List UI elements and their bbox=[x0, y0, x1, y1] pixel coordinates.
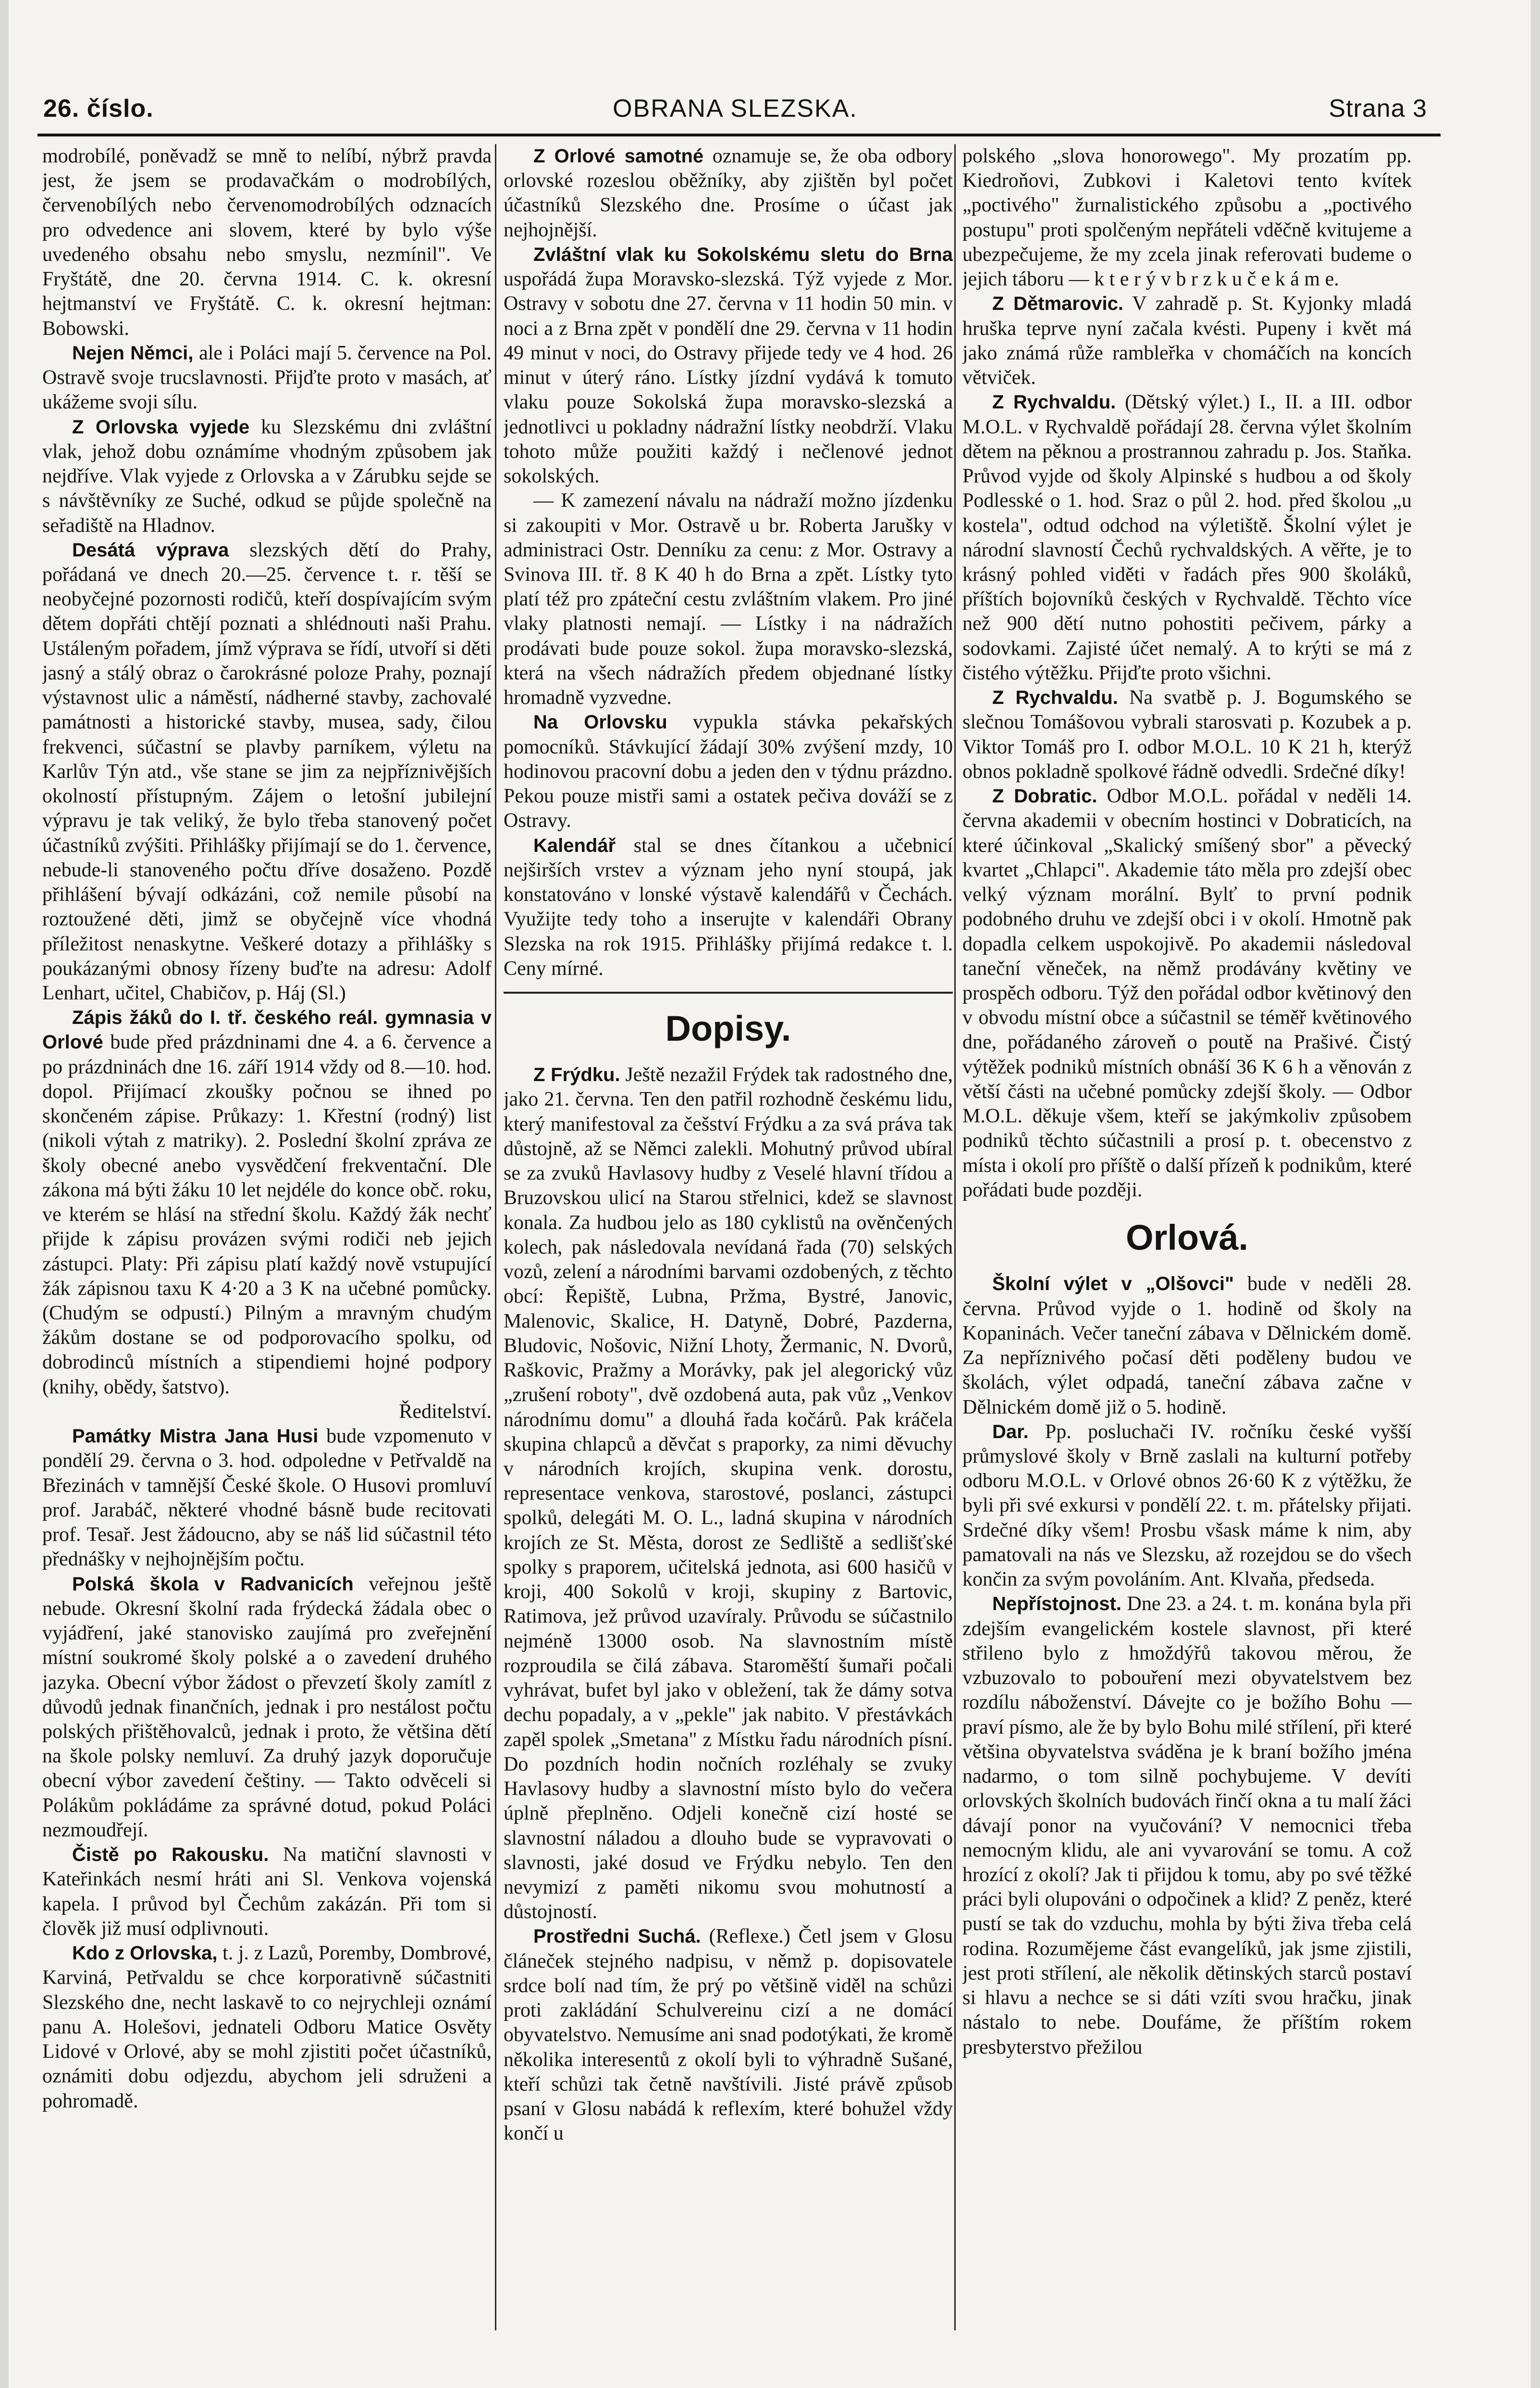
article-text: t. j. z Lazů, Poremby, Dombrové, Karviná, Petřvaldu se chce korporativně súčastniti Slezského dne, necht laskavě to co nejrychleji oznámí panu A. Holešovi, jednateli Odboru Matice Osvěty Lidové v Orlové, aby se mohl zjistiti počet účastníků, oznámiti dobu odjezdu, abychom jeli sdruženi a pohromadě. bbox=[42, 1942, 492, 2112]
article-lead: Desátá výprava bbox=[72, 539, 229, 561]
article-lead: Školní výlet v „Olšovci" bbox=[992, 1273, 1234, 1295]
article-lead: Nejen Němci, bbox=[72, 342, 194, 364]
article-paragraph bbox=[42, 1424, 492, 1572]
article-text: ku Slezskému dni zvláštní vlak, jehož dobu oznámíme vhodným způsobem jak nejdříve. Vlak vyjede z Orlovska a v Zárubku sejde se s návštěvníky ze Suché, odkud se půjde společně na seřadiště na Hladnov. bbox=[42, 416, 492, 537]
article-text: (Reflexe.) Četl jsem v Glosu článeček stejného nadpisu, v němž p. dopisovatele srdce bolí nad tím, že prý po většině viděl na schůzi proti zakládání Schulvereinu cizí a ne domácí obyvatelstvo. Nemusíme ani snad podotýkati, že kromě několika interesentů z okolí byli to výhradně Sušané, kteří schůzi tak četně navštívili. Jisté právě způsob psaní v Glosu nabádá k reflexím, které bohužel vždy končí u bbox=[504, 1925, 953, 2145]
article-text: stal se dnes čítankou a učebnicí nejširších vrstev a význam jeho nyní stoupá, jak konstatováno v lonské výstavě kalendářů v Čechách. Využijte tedy toho a inserujte v kalendáři Obrany Slezska na rok 1915. Přihlášky přijímá redakce t. l. Ceny mírné. bbox=[504, 834, 953, 980]
article-paragraph bbox=[962, 1420, 1412, 1592]
article-text: (Dětský výlet.) I., II. a III. odbor M.O.L. v Rychvaldě pořádají 28. června výlet školním dětem na pěknou a prostrannou zahradu p. Jos. Staňka. Průvod vyjde od školy Alpinské s hudbou a od školy Podlesské o 1. hod. Sraz o půl 2. hod. před školou „u kostela", odtud odchod na výletiště. Školní výlet je národní slavností Čechů rychvaldských. A věřte, je to krásný pohled viděti v řadách přes 900 školáků, příštích bojovníků českých v Rychvaldě. Těchto více než 900 dětí nutno pohostiti pečivem, párky a sodovkami. Zajisté účet nemalý. A to krýti se má z čistého výtěžku. Přijďte proto všichni. bbox=[962, 391, 1412, 684]
article-text: Ještě nezažil Frýdek tak radostného dne, jako 21. června. Ten den patřil rozhodně českému lidu, který manifestoval za češství Frýdku a za svá práva tak důstojně, až se Němci zalekli. Mohutný průvod ubíral se za zvuků Havlasovy hudby z Veselé hlavní třídou a Bruzovskou ulicí na Starou střelnici, kdež se slavnost konala. Za hudbou jelo as 180 cyklistů na ověnčených kolech, pak následovala nevídaná řada (70) selských vozů, zelení a národními barvami ozdobených, z těchto obcí: Řepiště, Lubna, Pržma, Bystré, Janovic, Malenovic, Skalice, H. Datyně, Dobré, Pazderna, Bludovic, Nošovic, Nižní Lhoty, Žermanic, N. Dvorů, Raškovic, Pražmy a Morávky, pak jel alegorický vůz „zrušení roboty", dvě ozdobená auta, pak vůz „Venkov národnímu domu" a dlouhá řada kočárů. Pak kráčela skupina chlapců a děvčat s praporky, za nimi děvuchy v národních krojích, skupina venk. dorostu, representace venkova, starostové, poslanci, zástupci spolků, delegáti M. O. L., ladná skupina v národních krojích ze St. Města, dorost ze Sedliště a sedlišťské spolky s praporem, učitelská jednota, asi 600 hasičů v kroji, 400 Sokolů v kroji, skupiny z Bartovic, Ratimova, jež průvod uzavíraly. Průvodu se súčastnilo nejméně 13000 osob. Na slavnostním místě rozproudila se čilá zábava. Staroměští šumaři počali vyhrávat, bufet byl jako v obležení, tak že dámy sotva dechu popadaly, a v „pekle" jak nabito. V přestávkách zapěl spolek „Smetana" z Místku řadu národních písní. Do pozdních hodin nočních rozléhaly se zvuky Havlasovy hudby a slavnostní místo bylo do večera úplně přeplněno. Odjeli konečně cizí hosté se slavnostní náladou a dlouho bude se vypravovati o slavnosti, jaké dosud ve Frýdku nebylo. Ten den nevymizí z paměti nikomu svou mohutností a důstojností. bbox=[504, 1064, 953, 1923]
article-paragraph bbox=[42, 415, 492, 538]
article-text: Odbor M.O.L. pořádal v neděli 14. června akademii v obecním hostinci v Dobraticích, na které účinkoval „Skalický smíšený sbor" a pěvecký kvartet „Chlapci". Akademie táto měla pro zdejší obec velký význam morální. Bylť to první podnik podobného druhu ve zdejší obci i v okolí. Hmotně pak dopadla celkem uspokojivě. Po akademii následoval taneční věneček, na němž prodávány květiny ve prospěch odboru. Týž den pořádal odbor květinový den v obvodu místní obce a súčastnil se téměř květinového dne, pořádaného zároveň o poutě na Prašivé. Čistý výtěžek podniků místních obnáší 36 K 6 h a věnován z větší části na učebné pomůcky zdejší školy. — Odbor M.O.L. děkuje všem, kteří se jakýmkoliv způsobem podniků těchto súčastnili a prosí p. t. obecenstvo z místa i okolí pro příště o další přízeň k podnikům, které pořádati bude později. bbox=[962, 785, 1412, 1201]
header-rule bbox=[37, 134, 1441, 136]
article-text: V zahradě p. St. Kyjonky mladá hruška teprve nyní začala kvésti. Pupeny i květ má jako známá růže rambleřka v chomáčích na koncích větviček. bbox=[962, 293, 1412, 389]
column-3 bbox=[962, 144, 1412, 2335]
article-lead: Z Rychvaldu. bbox=[992, 392, 1116, 413]
article-paragraph bbox=[42, 1843, 492, 1941]
page-number: Strana 3 bbox=[1329, 95, 1427, 123]
article-text: oznamuje se, že oba odbory orlovské rozeslou oběžníky, aby zjištěn byl počet účastníků Slezského dne. Prosíme o účast jak nejhojnější. bbox=[504, 145, 953, 241]
article-paragraph bbox=[42, 1572, 492, 1843]
article-text: bude před prázdninami dne 4. a 6. července a po prázdninách dne 16. září 1914 vždy od 8.—10. hod. dopol. Přijímací zkoušky počnou se ihned po skončeném zápise. Průkazy: 1. Křestní (rodný) list (nikoli výtah z matriky). 2. Poslední školní zpráva ze školy obecné anebo vysvědčení frekventační. Dle zákona má býti žáku 10 let nejdéle do konce obč. roku, ve kterém se hlásí na střední školu. Každý žák nechť přijde k zápisu provázen svými rodiči neb jejich zástupci. Platy: Při zápisu platí každý nově vstupující žák zápisnou taxu K 4·20 a 3 K na učebné pomůcky. (Chudým se odpustí.) Pilným a mravným chudým žákům dostane se od podporovacího spolku, od dobrodinců místních a stipendiemi hojné podpory (knihy, obědy, šatstvo). bbox=[42, 1031, 492, 1398]
article-paragraph bbox=[962, 1272, 1412, 1419]
article-paragraph bbox=[504, 710, 953, 833]
article-lead: Na Orlovsku bbox=[533, 712, 667, 733]
article-paragraph bbox=[504, 1924, 953, 2146]
article-lead: Dar. bbox=[992, 1421, 1029, 1442]
column-1 bbox=[42, 144, 492, 2335]
article-paragraph bbox=[504, 144, 953, 243]
article-paragraph: modrobílé, poněvadž se mně to nelíbí, nýbrž pravda jest, že jsem se prodavačkám o modrobílých, červenobílých nebo červenomodrobílých odznacích pro odvedence ani slovem, které by bylo výše uvedeného obsahu nebo smyslu, nezmínil". Ve Fryštátě, dne 20. června 1914. C. k. okresní hejtmanství ve Fryštátě. C. k. okresní hejtman: Bobowski. bbox=[42, 145, 492, 340]
article-lead: Z Dobratic. bbox=[992, 786, 1097, 807]
article-paragraph bbox=[962, 686, 1412, 784]
article-text: Dne 23. a 24. t. m. konána byla při zdejším evangelickém kostele slavnost, při které střileno bylo z hmoždýřů takovou měrou, že vzbuzovalo to pobouření mezi obyvatelstvem bez rozdílu náboženství. Dávejte co je božího Bohu — praví písmo, ale že by bylo Bohu milé střílení, při které většina obyvatelstva sváděna je k braní božího jména nadarmo, o tom silně pochybujeme. V devíti orlovských školních budovách řinčí okna a tu malí žáci dávají ponor na vyučování? V nemocnici třeba nemocným klidu, ale ani vyvarování se tomu. A což hrozící z okolí? Jak ti přijdou k tomu, aby po své těžké práci byli olupováni o odpočinek a klid? Z peněz, které pustí se tak do vzduchu, mohla by býti živa třeba celá rodina. Rozumějeme část evangelíků, jak jsme zjistili, jest proti střílení, ale několik dětinských starců postaví si hlavu a nechce se si dáti vzíti svou hračku, jinak nástalo to nebe. Doufáme, že příštím rokem presbyterstvo přežilou bbox=[962, 1593, 1412, 2058]
article-text: Pp. posluchači IV. ročníku české vyšší průmyslové školy v Brně zaslali na kulturní potřeby odboru M.O.L. v Orlové obnos 26·60 K z výtěžku, že byli při své exkursi v pondělí 22. t. m. přátelsky přijati. Srdečné díky všem! Prosbu všask máme k nim, aby pamatovali na nás ve Slezsku, až rozejdou se do všech končin za svým povoláním. Ant. Klvaňa, předseda. bbox=[962, 1420, 1412, 1591]
article-lead: Prostředni Suchá. bbox=[533, 1926, 701, 1947]
article-lead: Kalendář bbox=[533, 835, 616, 856]
article-paragraph bbox=[962, 292, 1412, 390]
article-text: veřejnou ještě nebude. Okresní školní rada frýdecká žádala obec o vyjádření, jaké stanovisko zaujímá pro zveřejnění místní soukromé školy polské a o zavedení druhého jazyka. Obecní výbor žádost o převzetí školy zamítl z důvodů jednak finančních, jednak i pro nestálost počtu polských přištěhovalců, jednak i proto, že většina dětí na škole polsky nemluví. Za druhý jazyk doporučuje obecní výbor zavedení češtiny. — Takto odvěceli si Polákům pokládáme za správné dotud, pokud Poláci nezmoudřejí. bbox=[42, 1573, 492, 1841]
article-paragraph bbox=[504, 243, 953, 489]
column-divider bbox=[954, 144, 956, 2330]
article-paragraph bbox=[504, 1063, 953, 1924]
article-lead: Kdo z Orlovska, bbox=[72, 1943, 218, 1964]
article-lead: Z Rychvaldu. bbox=[992, 687, 1118, 709]
article-paragraph bbox=[962, 1592, 1412, 2059]
article-signature: Ředitelství. bbox=[399, 1400, 492, 1423]
article-text: Na svatbě p. J. Bogumského se slečnou Tomášovou vybrali starosvati p. Kozubek a p. Viktor Tomáš pro I. odbor M.O.L. 10 K 21 h, kterýž obnos pokladně spolkové řádně odvedli. Srdečné díky! bbox=[962, 687, 1412, 783]
section-heading: Orlová. bbox=[1126, 1218, 1248, 1258]
article-text: slezských dětí do Prahy, pořádaná ve dnech 20.—25. července t. r. těší se neobyčejné pozornosti rodičů, kteří dospívajícím svým dětem dopřáti chtějí poznati a shlédnouti naši Prahu. Ustáleným pořadem, jímž výprava se řídí, utvoří si děti jasný a stálý obraz o čarokrásné poloze Prahy, poznají výstavnost ulic a náměstí, nádherné stavby, zachovalé památnosti a historické stavby, musea, sady, čilou frekvenci, súčastní se plavby parníkem, výletu na Karlův Týn atd., vše stane se jim za nejpříznivějších okolností přístupným. Zájem o letošní jubilejní výpravu je tak veliký, že bylo třeba stanovený počet účastníků zvýšiti. Přihlášky přijímají se do 1. července, nebude-li stanoveného počtu dříve dosaženo. Pozdě přihlášení bývají odkázáni, což nemile působí na roztoužené děti, jimž se obyčejně více vhodná příležitost nenaskytne. Veškeré dotazy a přihlášky s poukázanými obnosy řízeny buďte na adresu: Adolf Lenhart, učitel, Chabičov, p. Háj (Sl.) bbox=[42, 539, 492, 1004]
article-paragraph bbox=[504, 834, 953, 981]
article-lead: Čistě po Rakousku. bbox=[72, 1844, 269, 1866]
section-heading: Dopisy. bbox=[665, 1008, 791, 1048]
article-lead: Památky Mistra Jana Husi bbox=[72, 1426, 319, 1447]
article-paragraph bbox=[962, 390, 1412, 686]
article-paragraph bbox=[42, 1006, 492, 1424]
article-text: Na matiční slavnosti v Kateřinkách nesmí hráti ani Sl. Venkova vojenská kapela. I průvod byl Čechům zakázán. Při tom si člověk již musí odplivnouti. bbox=[42, 1844, 492, 1940]
article-paragraph: — K zamezení návalu na nádraží možno jízdenku si zakoupiti v Mor. Ostravě u br. Roberta Jarušky v administraci Ostr. Denníku za cenu: z Mor. Ostravy a Svinova III. tř. 8 K 40 h do Brna a zpět. Lístky tyto platí též pro zpáteční cestu zvláštním vlakem. Pro jiné vlaky platnosti nemají. — Lístky i na nádražích prodávati bude pouze sokol. župa moravsko-slezská, která na všech nádražích předem objednané lístky hromadně vyzvedne. bbox=[504, 490, 953, 709]
article-lead: Zvláštní vlak ku Sokolskému sletu do Brna bbox=[533, 244, 953, 265]
newspaper-title: OBRANA SLEZSKA. bbox=[613, 95, 858, 123]
article-text: vypukla stávka pekařských pomocníků. Stávkující žádají 30% zvýšení mzdy, 10 hodinovou pracovní dobu a jeden den v týdnu prázdno. Pekou pouze mistři sami a ostatek pečiva dováží se z Ostravy. bbox=[504, 711, 953, 832]
article-lead: Z Frýdku. bbox=[533, 1064, 620, 1086]
article-text: bude vzpomenuto v pondělí 29. června o 3. hod. odpoledne v Petřvaldě na Březinách v tamnější České škole. O Husovi promluví prof. Jarabáč, některé vhodné básně bude recitovati prof. Tesař. Jest žádoucno, aby se náš lid súčastnil této přednášky v nejhojnějším počtu. bbox=[42, 1425, 492, 1571]
column-divider bbox=[495, 144, 496, 2330]
article-lead: Zápis žáků do I. tř. českého reál. gymnasia v Orlové bbox=[42, 1007, 492, 1053]
article-lead: Z Orlovska vyjede bbox=[72, 416, 250, 438]
page-header bbox=[43, 89, 1427, 128]
article-text: uspořádá župa Moravsko-slezská. Týž vyjede z Mor. Ostravy v sobotu dne 27. června v 11 hodin 50 min. v noci a z Brna zpět v pondělí dne 29. června v 11 hodin 49 minut v noci, do Ostravy přijede tedy ve 4 hod. 26 minut v úterý ráno. Lístky jízdní vydává k tomuto vlaku pouze Sokolská župa moravsko-slezská a jednotlivci u pokladny nádražní lístky neobdrží. Vlaku tohoto může použiti každý i nečlenové jednot sokolských. bbox=[504, 268, 953, 488]
article-text: bude v neděli 28. června. Průvod vyjde o 1. hodině od školy na Kopaninách. Večer taneční zábava v Dělnickém domě. Za nepříznivého počasí děti poděleny budou ve školách, výlet odpadá, taneční zábava začne v Dělnickém domě již o 5. hodině. bbox=[962, 1273, 1412, 1418]
article-lead: Polská škola v Radvanicích bbox=[72, 1573, 354, 1595]
article-paragraph: polského „slova honorowego". My prozatím pp. Kiedroňovi, Zubkovi i Kaletovi tento kvítek „poctivého" žurnalistického způsobu a „poctivého postupu" proti spolčeným nepřáteli vděčně kvitujeme a ubezpečujeme, že my zcela jinak referovati budeme o jejich táboru — k t e r ý v b r z k u č e k á m e. bbox=[962, 145, 1412, 291]
article-paragraph bbox=[42, 341, 492, 415]
issue-number: 26. číslo. bbox=[43, 95, 154, 123]
article-paragraph bbox=[42, 538, 492, 1006]
article-paragraph bbox=[42, 1941, 492, 2114]
article-lead: Z Dětmarovic. bbox=[992, 293, 1124, 315]
section-rule bbox=[504, 992, 953, 994]
article-lead: Z Orlové samotné bbox=[533, 146, 704, 167]
article-text: ale i Poláci mají 5. července na Pol. Ostravě svoje trucslavnosti. Přijďte proto v masách, ať ukážeme svoji sílu. bbox=[42, 342, 492, 414]
column-2 bbox=[504, 144, 953, 2335]
article-paragraph bbox=[962, 784, 1412, 1203]
newspaper-page bbox=[9, 0, 1531, 2388]
article-lead: Nepřístojnost. bbox=[992, 1593, 1121, 1615]
